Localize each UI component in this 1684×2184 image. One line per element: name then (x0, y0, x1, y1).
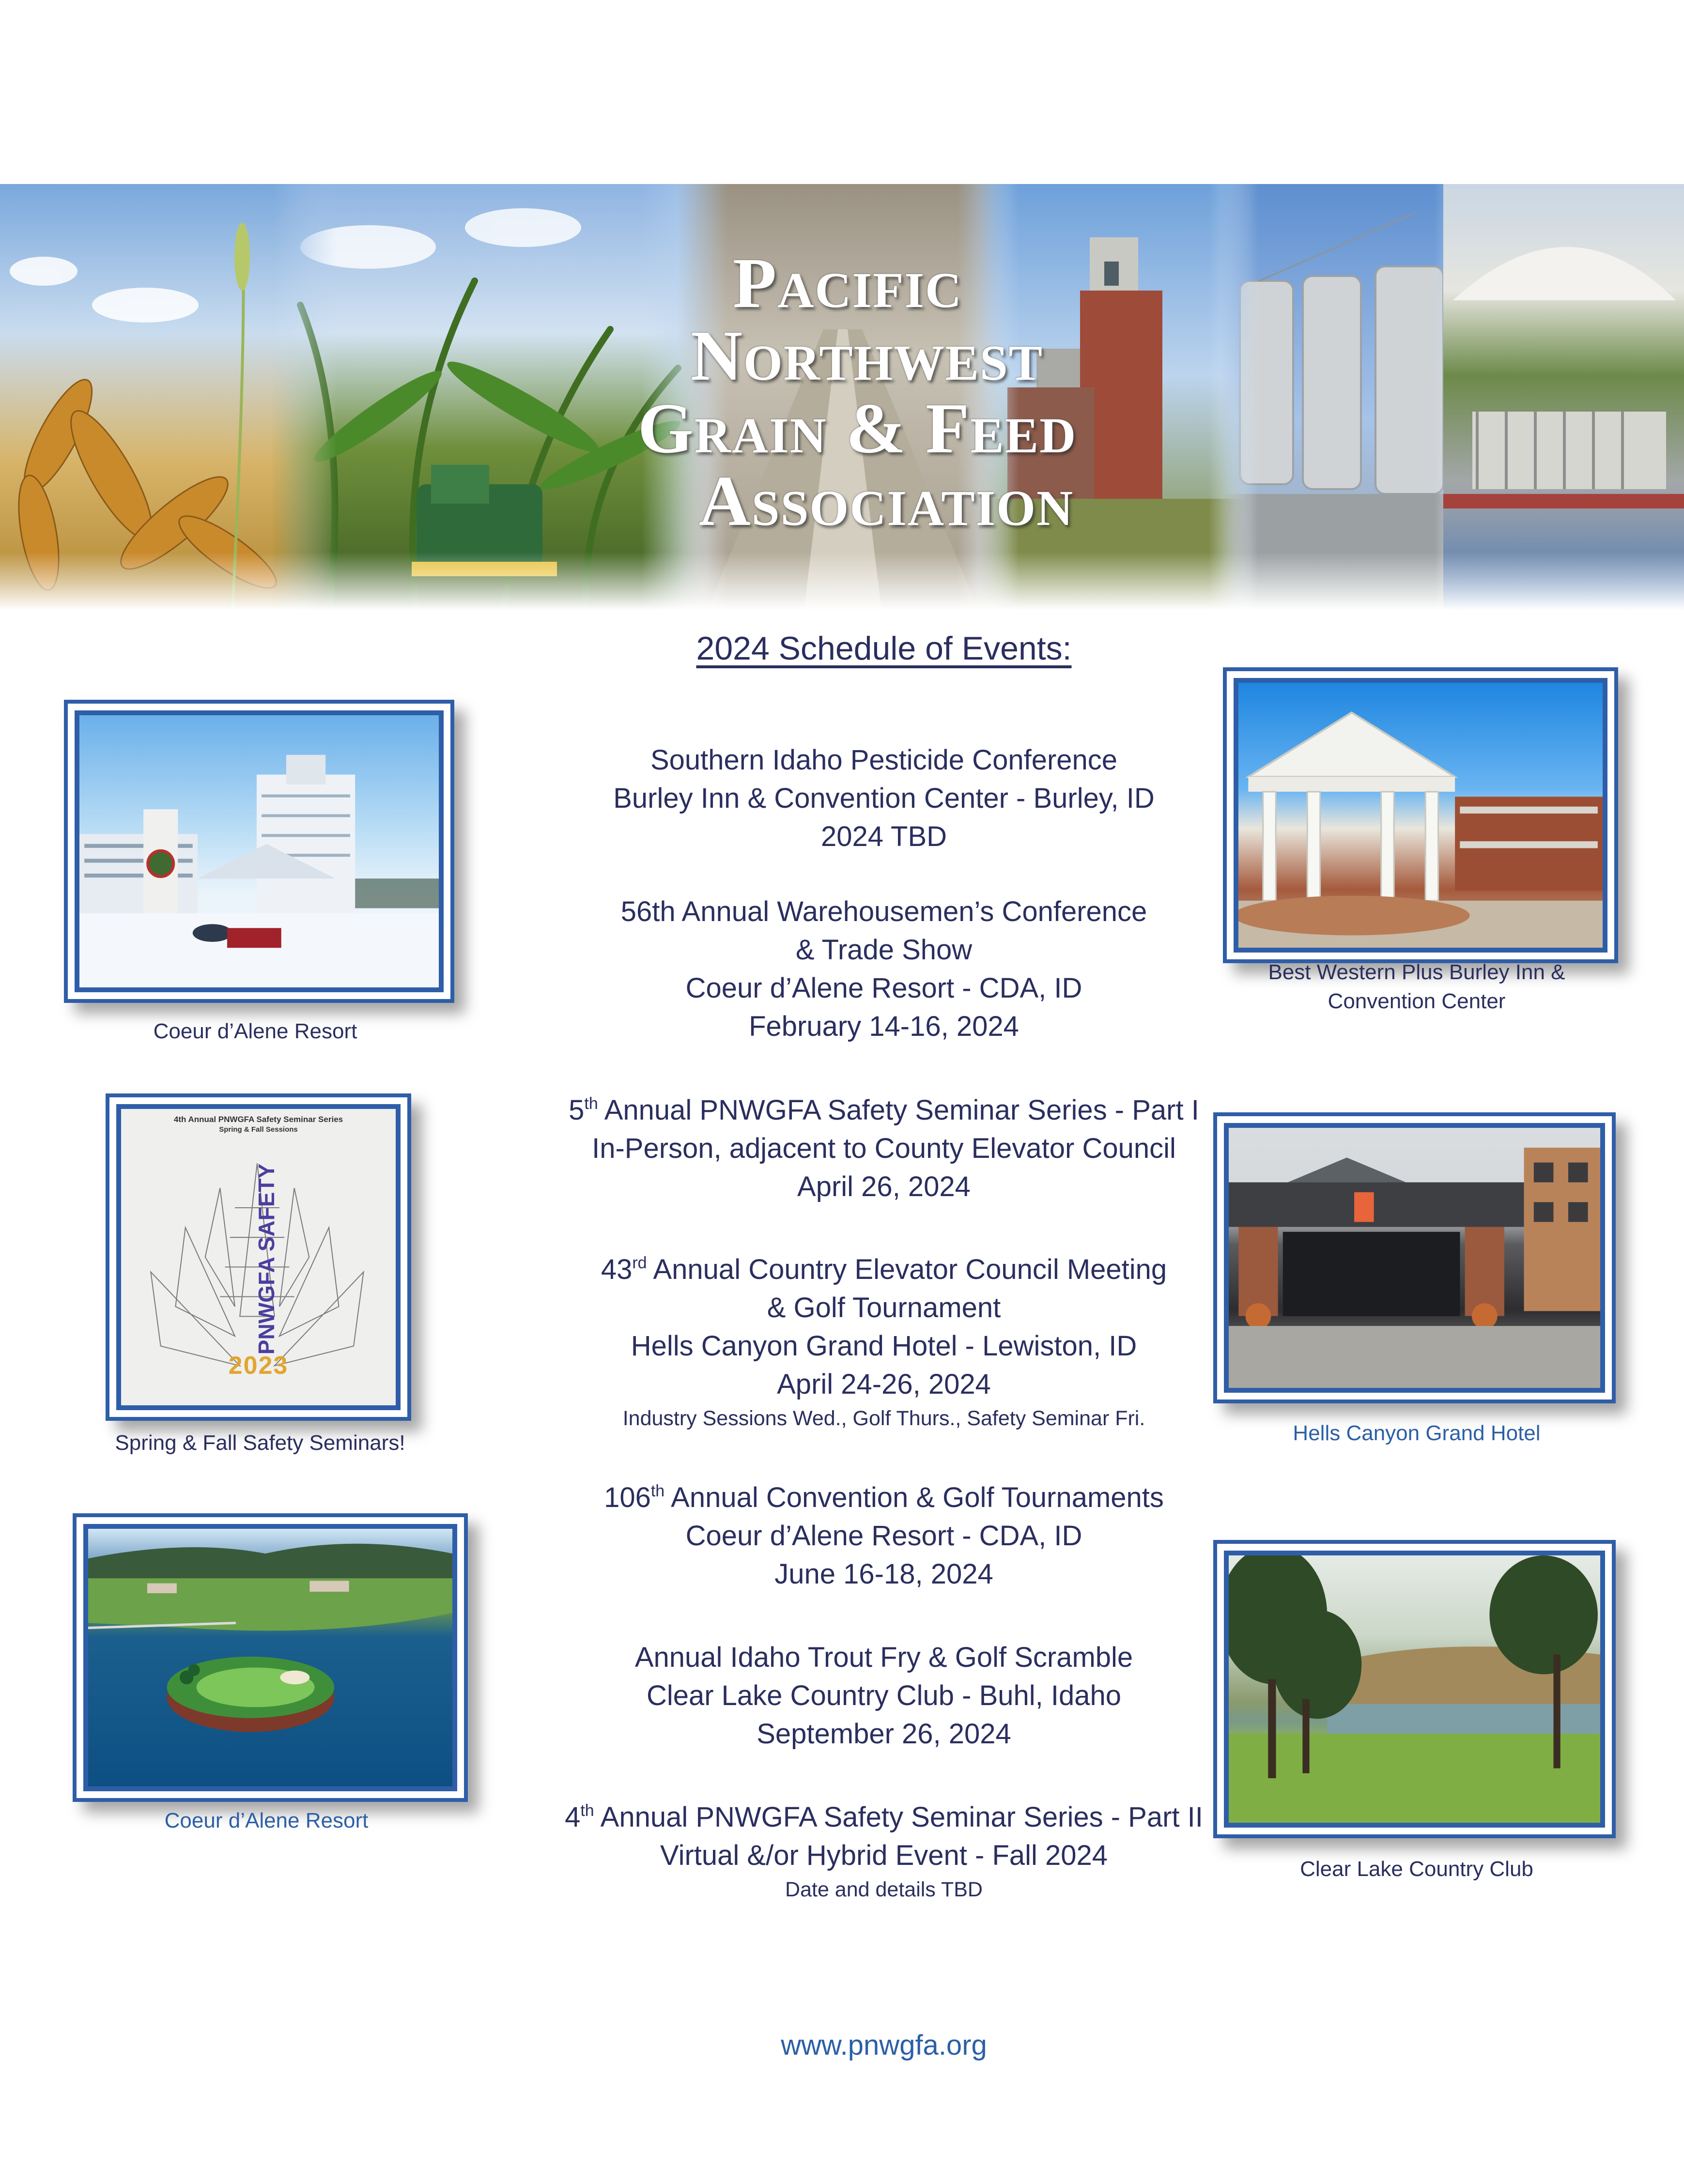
event-line: Southern Idaho Pesticide Conference (650, 744, 1118, 776)
event-pesticide-conference (484, 741, 1283, 856)
photo-hells-canyon-hotel (1224, 1123, 1605, 1393)
photo-cda-resort-winter (75, 710, 444, 992)
event-title-text: Annual PNWGFA Safety Seminar Series - Part II (594, 1801, 1203, 1833)
photo-frame-hells-canyon (1213, 1112, 1616, 1403)
event-title (484, 1091, 1283, 1129)
event-trout-fry (484, 1638, 1283, 1753)
ordinal-number: 5 (569, 1094, 585, 1126)
ordinal-suffix: rd (632, 1254, 647, 1272)
event-line: April 26, 2024 (797, 1171, 971, 1202)
photo-frame-safety-poster (106, 1093, 411, 1421)
event-line: Annual Idaho Trout Fry & Golf Scramble (634, 1642, 1133, 1673)
photo-frame-floating-green (73, 1513, 468, 1802)
ordinal-suffix: th (580, 1801, 594, 1820)
ordinal-number: 43 (601, 1254, 633, 1285)
event-warehousemen-conference (484, 892, 1283, 1046)
event-title (484, 1798, 1283, 1836)
event-safety-seminar-part-2 (484, 1798, 1283, 1905)
ordinal-suffix: th (650, 1482, 665, 1500)
banner-fade (0, 552, 1684, 610)
caption-hells-canyon: Hells Canyon Grand Hotel (1293, 1421, 1541, 1445)
title-line-3: Grain & Feed (637, 389, 1077, 468)
photo-cda-floating-green (83, 1524, 457, 1791)
photo-frame-cda-winter (64, 700, 454, 1003)
banner-photo-steel-silos (1221, 184, 1472, 610)
event-line: September 26, 2024 (757, 1718, 1011, 1750)
website-link[interactable]: www.pnwgfa.org (781, 2030, 987, 2061)
photo-frame-best-western (1223, 667, 1618, 963)
event-note: Date and details TBD (785, 1878, 983, 1901)
event-line: In-Person, adjacent to County Elevator Council (592, 1133, 1176, 1164)
event-line: Coeur d’Alene Resort - CDA, ID (685, 972, 1082, 1004)
caption-cda-winter: Coeur d’Alene Resort (153, 1019, 357, 1043)
caption-best-western (1211, 958, 1622, 1016)
caption-line: Best Western Plus Burley Inn & (1268, 960, 1565, 984)
event-line: Hells Canyon Grand Hotel - Lewiston, ID (631, 1330, 1137, 1362)
poster-vertical-text: PNWGFA SAFETY (254, 1163, 279, 1355)
event-safety-seminar-part-1 (484, 1091, 1283, 1206)
ordinal-number: 106 (604, 1482, 651, 1513)
header-banner (0, 184, 1684, 610)
poster-title: 4th Annual PNWGFA Safety Seminar Series (173, 1115, 343, 1124)
event-note: Industry Sessions Wed., Golf Thurs., Safety Seminar Fri. (622, 1407, 1145, 1430)
schedule-heading: 2024 Schedule of Events: (696, 630, 1072, 667)
title-line-4: Association (698, 461, 1074, 541)
event-title-text: Annual Country Elevator Council Meeting (647, 1254, 1167, 1285)
event-line: 56th Annual Warehousemen’s Conference (620, 896, 1147, 927)
title-line-2: Northwest (690, 316, 1044, 396)
poster-year: 2023 (228, 1352, 289, 1380)
caption-safety-seminars: Spring & Fall Safety Seminars! (115, 1431, 405, 1455)
event-line: & Golf Tournament (767, 1292, 1001, 1323)
event-title-text: Annual Convention & Golf Tournaments (664, 1482, 1164, 1513)
event-line: Clear Lake Country Club - Buhl, Idaho (646, 1680, 1122, 1711)
photo-clear-lake-country-club (1224, 1551, 1605, 1828)
title-line-1: Pacific (732, 244, 963, 323)
poster-subtitle: Spring & Fall Sessions (219, 1125, 298, 1134)
caption-cda-floating-green: Coeur d’Alene Resort (164, 1809, 369, 1832)
event-line: February 14-16, 2024 (749, 1011, 1019, 1042)
ordinal-suffix: th (584, 1094, 598, 1113)
event-title (484, 1478, 1283, 1517)
ordinal-number: 4 (565, 1801, 581, 1833)
event-line: Virtual &/or Hybrid Event - Fall 2024 (660, 1840, 1108, 1871)
event-title (484, 1250, 1283, 1289)
banner-photo-grain-terminal (1443, 184, 1684, 610)
event-line: Coeur d’Alene Resort - CDA, ID (685, 1520, 1082, 1552)
association-title (591, 244, 1124, 541)
photo-best-western-burley (1234, 678, 1607, 953)
safety-seminar-poster (116, 1104, 401, 1410)
photo-frame-clear-lake (1213, 1540, 1616, 1838)
event-line: & Trade Show (795, 934, 973, 966)
caption-clear-lake: Clear Lake Country Club (1300, 1857, 1533, 1881)
caption-line: Convention Center (1328, 989, 1506, 1013)
event-line: 2024 TBD (820, 821, 947, 852)
poster-vertical-label (252, 1157, 281, 1361)
event-line: June 16-18, 2024 (774, 1558, 993, 1590)
event-line: Burley Inn & Convention Center - Burley, ID (613, 783, 1155, 814)
event-country-elevator-council (484, 1250, 1283, 1433)
event-line: April 24-26, 2024 (777, 1369, 991, 1400)
event-title-text: Annual PNWGFA Safety Seminar Series - Part I (598, 1094, 1199, 1126)
event-annual-convention (484, 1478, 1283, 1593)
